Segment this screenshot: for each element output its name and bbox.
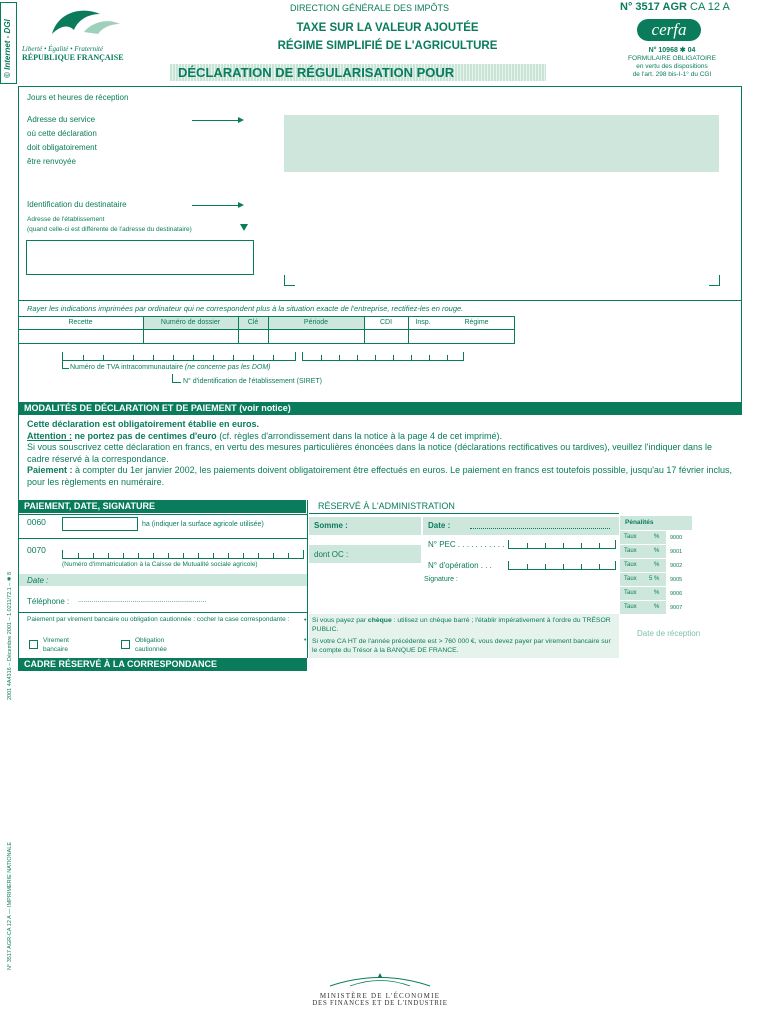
pec-label: N° PEC . . . . . . . . . . . (428, 540, 505, 549)
right-frame (741, 86, 742, 402)
adresse-service-2: où cette déclaration (27, 129, 97, 138)
code-0060: 0060 (27, 517, 46, 527)
title-line-2: RÉGIME SIMPLIFIÉ DE L'AGRICULTURE (277, 40, 498, 52)
penalty-rate-label: Taux (624, 534, 637, 540)
penalties-table (620, 531, 692, 615)
operation-tick (581, 564, 582, 569)
form-print-code: 2001 4A4316 – Décembre 2001 – 1.0211/72.1 – ✱ 8 (7, 571, 13, 700)
date-row[interactable] (19, 574, 307, 586)
msa-tick (213, 553, 214, 558)
penalty-row[interactable] (620, 545, 692, 559)
modalites-banner (18, 402, 742, 415)
ministry-line-2: DES FINANCES ET DE L'INDUSTRIE (312, 1000, 448, 1007)
msa-tick (228, 553, 229, 558)
mode-paiement-text: Paiement par virement bancaire ou obligation cautionnée : cocher la case correspondante : (27, 616, 290, 623)
siret-tick (411, 355, 412, 360)
sep-3 (268, 316, 269, 344)
identification-label: Identification du destinataire (27, 200, 127, 209)
penalty-rate-label: Taux (624, 590, 637, 596)
penalty-pct: % (654, 534, 660, 540)
msa-tick (273, 553, 274, 558)
msa-tick (153, 553, 154, 558)
ha-label: ha (indiquer la surface agricole utilisée) (142, 521, 264, 528)
siret-tick (447, 355, 448, 360)
msa-tick (243, 553, 244, 558)
msa-tick (183, 553, 184, 558)
msa-tick (138, 553, 139, 558)
dont-oc-label: dont OC : (314, 550, 349, 559)
siret-comb-field[interactable] (302, 352, 464, 361)
col-cle: Clé (247, 319, 259, 326)
virement-checkbox[interactable] (29, 640, 38, 649)
tva-tick (233, 355, 234, 360)
penalty-row[interactable] (620, 531, 692, 546)
siret-tick (429, 355, 430, 360)
tva-label-text: Numéro de TVA intracommunautaire (70, 364, 185, 371)
sep-4 (364, 316, 365, 344)
mandatory-line-2: en vertu des dispositions (636, 63, 708, 70)
admin-date-dots (470, 528, 610, 529)
col-periode: Période (303, 319, 329, 326)
tva-tick (273, 355, 274, 360)
operation-tick (563, 564, 564, 569)
msa-tick (123, 553, 124, 558)
title-line-3: DÉCLARATION DE RÉGULARISATION POUR (178, 65, 455, 80)
modalites-title: MODALITÉS DE DÉCLARATION ET DE PAIEMENT (24, 403, 237, 413)
arrow-identification (192, 205, 242, 206)
penalty-row[interactable] (620, 601, 692, 615)
tva-tick (83, 355, 84, 360)
cheque-notice (312, 616, 612, 634)
pec-tick (599, 543, 600, 548)
msa-tick (258, 553, 259, 558)
identifiers-value-row[interactable] (18, 329, 515, 344)
tva-comb-field[interactable] (62, 352, 296, 361)
sep-1 (143, 316, 144, 344)
tva-tick (173, 355, 174, 360)
modalites-line-1: Cette déclaration est obligatoirement établie en euros. (27, 419, 260, 429)
tva-tick (193, 355, 194, 360)
penalty-code: 9006 (670, 591, 683, 597)
tva-tick (153, 355, 154, 360)
attention-label: Attention : (27, 430, 72, 441)
attention-rest: (cf. règles d'arrondissement dans la notice à la page 4 de cet imprimé). (216, 430, 503, 441)
operation-comb[interactable] (508, 561, 616, 570)
penalty-row[interactable] (620, 587, 692, 601)
date-reception-label: Date de réception (637, 629, 701, 638)
modalites-notice (27, 419, 737, 488)
identifiers-table (18, 316, 515, 344)
msa-label: (Numéro d'immatriculation à la Caisse de Mutualité sociale agricole) (62, 561, 258, 568)
top-rule (18, 86, 742, 87)
somme-label: Somme : (314, 521, 348, 530)
paiement-label: Paiement : (27, 465, 73, 475)
paiement-text: à compter du 1er janvier 2002, les paiements doivent obligatoirement être effectués en euros. Le paiement en francs est toutefois possible, jusqu'au 17 février inclus, pour les règlements en numéraire. (27, 465, 732, 487)
siret-tick (321, 355, 322, 360)
paiement-admin-divider (307, 500, 308, 658)
siret-tick (357, 355, 358, 360)
ca-notice: Si votre CA HT de l'année précédente est > 760 000 €, vous devez payer par virement bancaire sur le compte du Trésor à la BANQUE DE FRANCE. (312, 638, 611, 654)
mandatory-form-note (610, 55, 734, 79)
col-numero-dossier: Numéro de dossier (160, 319, 221, 326)
surface-field[interactable] (62, 517, 138, 531)
siret-tick (393, 355, 394, 360)
tva-note: (ne concerne pas les DOM) (184, 364, 271, 371)
tva-leader (62, 360, 69, 369)
operation-tick (599, 564, 600, 569)
correspondance-area[interactable] (18, 672, 742, 972)
msa-tick (93, 553, 94, 558)
ministry-logo (300, 973, 460, 1007)
tva-tick (133, 355, 134, 360)
recipient-corner-left (284, 275, 295, 286)
signature-label: Signature : (424, 576, 458, 583)
marianne-logo (22, 2, 130, 62)
form-number-main: N° 3517 AGR (620, 1, 687, 13)
internet-dgi-label: © Internet - DGI (3, 19, 12, 78)
ministry-line-1: MINISTÈRE DE L'ÉCONOMIE (319, 992, 441, 1000)
identifiers-rule (18, 300, 742, 301)
operation-tick (527, 564, 528, 569)
recipient-corner-right (709, 275, 720, 286)
rayer-instructions: Rayer les indications imprimées par ordinateur qui ne correspondent plus à la situation exacte de l'entreprise, rectifiez-les en rouge. (27, 304, 464, 313)
penalty-pct: 5 % (649, 576, 660, 582)
sep-5 (408, 316, 409, 344)
penalty-code: 9005 (670, 577, 683, 583)
mandatory-line-3: de l'art. 298 bis-I-1° du CGI (632, 71, 712, 78)
obligation-label: Obligation cautionnée (135, 637, 167, 653)
siret-label: N° d'identification de l'établissement (SIRET) (183, 378, 322, 385)
row-rule-0070 (18, 538, 307, 539)
direction-label: DIRECTION GÉNÉRALE DES IMPÔTS (290, 3, 450, 13)
etablissement-label-1: Adresse de l'établissement (27, 216, 105, 223)
tva-label (70, 364, 271, 371)
date-label: Date : (27, 576, 49, 585)
operation-label: N° d'opération . . . (428, 561, 492, 570)
virement-label: Virement bancaire (43, 637, 69, 653)
republic-motto: Liberté • Égalité • Fraternité (22, 45, 104, 53)
correspondance-banner: CADRE RÉSERVÉ À LA CORRESPONDANCE (18, 658, 307, 671)
siret-tick (339, 355, 340, 360)
jours-heures-label: Jours et heures de réception (27, 93, 129, 102)
penalty-pct: % (654, 548, 660, 554)
penalty-code: 9001 (670, 549, 683, 555)
penalty-rate-label: Taux (624, 548, 637, 554)
pec-comb[interactable] (508, 540, 616, 549)
pec-tick (581, 543, 582, 548)
penalty-pct: % (654, 604, 660, 610)
cheque-text-c: : utilisez un chèque barré ; l'établir impérativement à l'ordre du TRÉSOR PUBLIC. (312, 617, 611, 633)
pec-tick (563, 543, 564, 548)
msa-tick (108, 553, 109, 558)
penalites-label: Pénalités (625, 519, 654, 526)
penalty-code: 9000 (670, 535, 683, 541)
ca-bullet-icon: • (304, 637, 307, 644)
tva-tick (253, 355, 254, 360)
modalites-note: (voir notice) (239, 403, 291, 413)
pec-tick (527, 543, 528, 548)
admin-banner: RÉSERVÉ À L'ADMINISTRATION (318, 501, 455, 511)
cerfa-logo-text: cerfa (651, 20, 687, 39)
cerfa-number: N° 10968 ✱ 04 (648, 47, 696, 54)
penalty-row[interactable] (620, 573, 692, 587)
penalty-pct: % (654, 562, 660, 568)
title-line-1: TAXE SUR LA VALEUR AJOUTÉE (296, 22, 479, 34)
penalty-code: 9007 (670, 605, 683, 611)
admin-date-field[interactable] (423, 517, 619, 535)
marianne-icon (22, 2, 130, 38)
penalty-rate-label: Taux (624, 576, 637, 582)
penalty-rate-label: Taux (624, 604, 637, 610)
msa-tick (168, 553, 169, 558)
penalty-rate-label: Taux (624, 562, 637, 568)
msa-tick (198, 553, 199, 558)
col-regime: Régime (464, 319, 489, 326)
adresse-service-1: Adresse du service (27, 115, 96, 124)
arrow-adresse-service (192, 120, 242, 121)
down-arrow-icon (240, 224, 248, 231)
adresse-service-4: être renvoyée (27, 157, 76, 166)
cheque-text-a: Si vous payez par (312, 617, 368, 624)
form-number-code: CA 12 A (690, 1, 730, 13)
attention-bold: ne portez pas de centimes d'euro (72, 430, 217, 441)
cheque-text-b: chèque (367, 617, 392, 624)
operation-tick (545, 564, 546, 569)
col-recette: Recette (68, 319, 93, 326)
penalty-pct: % (654, 590, 660, 596)
admin-date-label: Date : (428, 521, 451, 530)
code-0070: 0070 (27, 545, 46, 555)
siret-tick (375, 355, 376, 360)
msa-tick (78, 553, 79, 558)
penalty-row[interactable] (620, 559, 692, 573)
msa-tick (288, 553, 289, 558)
tva-tick (213, 355, 214, 360)
service-address-field[interactable] (284, 115, 719, 172)
siret-leader (172, 374, 181, 383)
row-rule-mode (18, 612, 307, 613)
ministry-emblem-icon (320, 973, 440, 987)
paiement-banner: PAIEMENT, DATE, SIGNATURE (18, 500, 306, 513)
republic-name: RÉPUBLIQUE FRANÇAISE (22, 53, 124, 62)
etablissement-address-field[interactable] (26, 240, 254, 275)
tva-tick (103, 355, 104, 360)
form-print-footer: N° 3517 AGR-CA 12 A — IMPRIMERIE NATIONALE (7, 841, 13, 970)
obligation-checkbox[interactable] (121, 640, 130, 649)
modalites-francs: Si vous souscrivez cette déclaration en francs, en vertu des mesures particulières énoncées dans la notice (déclarations rectificatives ou tardives), veuillez l'indiquer dans le cadre réservé à la correspondance. (27, 442, 713, 464)
msa-comb-field[interactable] (62, 550, 304, 559)
penalty-code: 9002 (670, 563, 683, 569)
sep-2 (238, 316, 239, 344)
form-number (620, 1, 730, 13)
cerfa-logo (637, 19, 701, 41)
row-rule-0060 (18, 514, 307, 515)
adresse-service-3: doit obligatoirement (27, 143, 97, 152)
mandatory-line-1: FORMULAIRE OBLIGATOIRE (628, 55, 716, 62)
etablissement-label-2: (quand celle-ci est différente de l'adresse du destinataire) (27, 226, 192, 233)
telephone-label: Téléphone : (27, 597, 70, 606)
telephone-field[interactable]: .................................................................. (78, 597, 207, 604)
pec-tick (545, 543, 546, 548)
col-insp: Insp. (415, 319, 431, 326)
cheque-bullet-icon: • (304, 617, 307, 624)
col-cdi: CDI (379, 319, 393, 326)
